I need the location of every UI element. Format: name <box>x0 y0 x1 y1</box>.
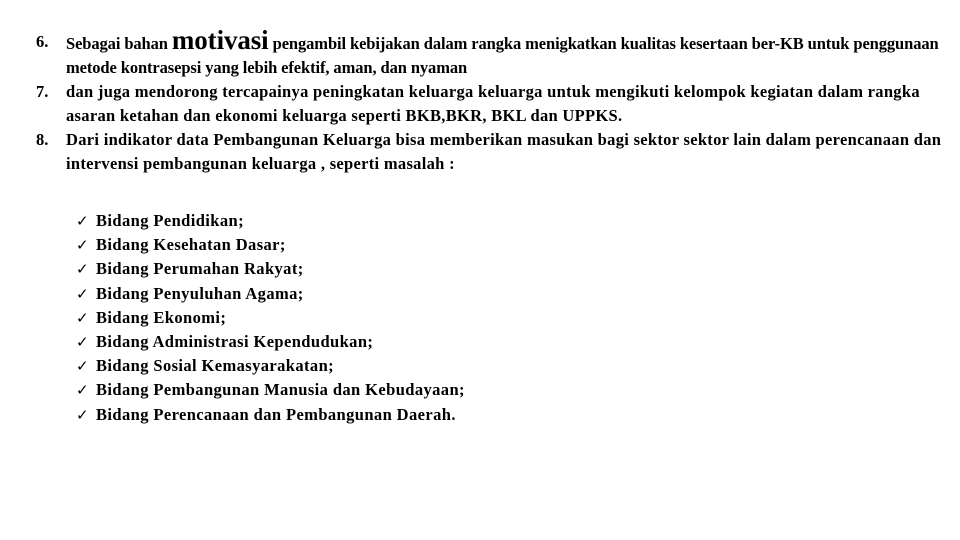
check-item <box>76 330 465 354</box>
item-number: 6. <box>36 32 49 51</box>
check-icon: ✓ <box>76 357 89 376</box>
check-item <box>76 306 465 330</box>
check-item-text: Bidang Perumahan Rakyat; <box>96 259 304 279</box>
list-item-6 <box>36 25 946 80</box>
item-text-after: pengambil kebijakan dalam rangka menigkatkan kualitas kesertaan ber-KB untuk penggunaan metode kontrasepsi yang lebih efektif, aman, dan nyaman <box>66 34 939 77</box>
check-item <box>76 378 465 402</box>
check-item <box>76 403 465 427</box>
check-icon: ✓ <box>76 308 89 327</box>
check-icon: ✓ <box>76 405 89 424</box>
item-number: 7. <box>36 82 49 101</box>
check-item-text: Bidang Pendidikan; <box>96 211 244 230</box>
check-icon: ✓ <box>76 260 89 279</box>
check-item <box>76 257 465 281</box>
check-item-text: Bidang Sosial Kemasyarakatan; <box>96 356 335 376</box>
item-text-before: Sebagai bahan <box>66 34 172 53</box>
check-item <box>76 209 465 233</box>
check-icon: ✓ <box>76 212 89 230</box>
check-list <box>76 209 465 427</box>
check-item-text: Bidang Ekonomi; <box>96 307 227 327</box>
check-item-text: Bidang Kesehatan Dasar; <box>96 235 286 255</box>
item-text: dan juga mendorong tercapainya peningkatan keluarga keluarga untuk mengikuti kelompok kegiatan dalam rangka asaran ketahan dan ekonomi keluarga seperti BKB,BKR, BKL dan UPPKS. <box>66 82 920 125</box>
check-item-text: Bidang Penyuluhan Agama; <box>96 283 304 303</box>
check-item <box>76 282 465 306</box>
list-item-7 <box>36 80 946 128</box>
check-icon: ✓ <box>76 381 89 400</box>
item-text <box>66 25 946 80</box>
item-text: Dari indikator data Pembangunan Keluarga bisa memberikan masukan bagi sektor sektor lain dalam perencanaan dan intervensi pembangunan keluarga , seperti masalah : <box>66 130 942 173</box>
item-number: 8. <box>36 130 49 149</box>
check-item-text: Bidang Administrasi Kependudukan; <box>96 332 374 352</box>
check-icon: ✓ <box>76 284 89 303</box>
check-icon: ✓ <box>76 333 89 352</box>
emphasis-word: motivasi <box>171 25 269 55</box>
check-item <box>76 233 465 257</box>
check-item-text: Bidang Pembangunan Manusia dan Kebudayaan; <box>96 380 465 400</box>
check-item-text: Bidang Perencanaan dan Pembangunan Daerah. <box>96 404 456 424</box>
check-icon: ✓ <box>76 236 89 255</box>
check-item <box>76 354 465 378</box>
numbered-list <box>36 25 946 176</box>
list-item-8 <box>36 128 946 176</box>
